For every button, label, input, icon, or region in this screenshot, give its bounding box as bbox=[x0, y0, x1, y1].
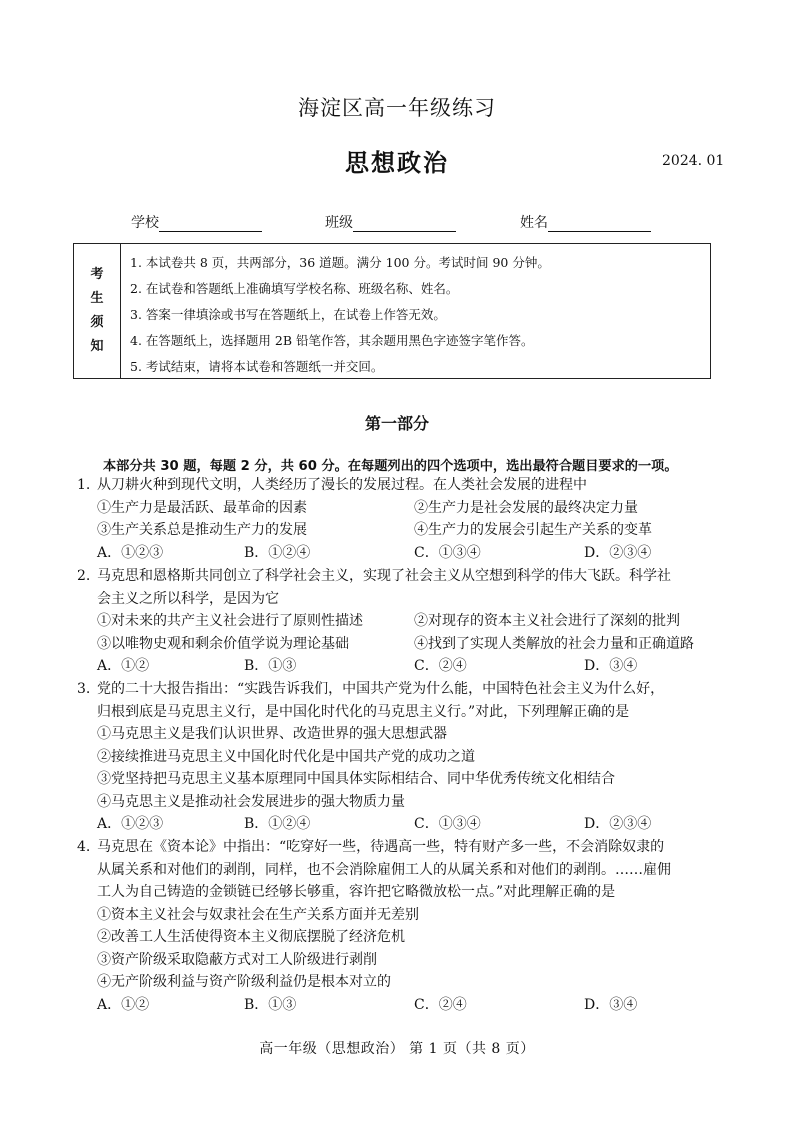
option-b[interactable]: B．①②④ bbox=[244, 816, 311, 832]
statement: ④马克思主义是推动社会发展进步的强大物质力量 bbox=[97, 794, 405, 810]
question-number: 1. bbox=[77, 477, 91, 493]
class-field bbox=[325, 212, 456, 232]
option-c[interactable]: C．①③④ bbox=[414, 545, 481, 561]
question-number: 2. bbox=[77, 568, 91, 584]
statement: ③资产阶级采取隐蔽方式对工人阶级进行剥削 bbox=[97, 952, 377, 968]
name-field bbox=[520, 212, 651, 232]
statement: ①对未来的共产主义社会进行了原则性描述 bbox=[97, 613, 363, 629]
name-blank[interactable] bbox=[548, 216, 651, 232]
option-c[interactable]: C．②④ bbox=[414, 658, 467, 674]
class-blank[interactable] bbox=[353, 216, 456, 232]
notice-label-char: 知 bbox=[90, 339, 104, 354]
exam-date: 2024. 01 bbox=[662, 153, 725, 169]
statement: ③生产关系总是推动生产力的发展 bbox=[97, 522, 307, 538]
option-d[interactable]: D．③④ bbox=[584, 997, 638, 1013]
school-field bbox=[131, 212, 262, 232]
option-d[interactable]: D．③④ bbox=[584, 658, 638, 674]
option-c[interactable]: C．②④ bbox=[414, 997, 467, 1013]
statement: ②生产力是社会发展的最终决定力量 bbox=[414, 500, 638, 516]
option-c[interactable]: C．①③④ bbox=[414, 816, 481, 832]
option-a[interactable]: A．①②③ bbox=[97, 545, 164, 561]
question-stem: 马克思在《资本论》中指出：“吃穿好一些，待遇高一些，特有财产多一些，不会消除奴隶的 bbox=[97, 839, 665, 855]
option-a[interactable]: A．①②③ bbox=[97, 816, 164, 832]
question-number: 4. bbox=[77, 839, 91, 855]
exam-notice-box bbox=[73, 243, 711, 379]
name-label: 姓名 bbox=[520, 215, 548, 231]
option-b[interactable]: B．①②④ bbox=[244, 545, 311, 561]
statement: ②对现存的资本主义社会进行了深刻的批判 bbox=[414, 613, 680, 629]
exam-title: 海淀区高一年级练习 bbox=[298, 96, 496, 120]
option-b[interactable]: B．①③ bbox=[244, 658, 297, 674]
statement: ④生产力的发展会引起生产关系的变革 bbox=[414, 522, 652, 538]
notice-label-char: 考 bbox=[90, 267, 104, 282]
subject-title: 思想政治 bbox=[345, 149, 449, 177]
question-stem: 归根到底是马克思主义行，是中国化时代化的马克思主义行。”对此，下列理解正确的是 bbox=[97, 704, 630, 720]
school-label: 学校 bbox=[131, 215, 159, 231]
question-stem: 从刀耕火种到现代文明，人类经历了漫长的发展过程。在人类社会发展的进程中 bbox=[97, 477, 587, 493]
notice-label-char: 须 bbox=[90, 315, 104, 330]
notice-item: 4. 在答题纸上，选择题用 2B 铅笔作答，其余题用黑色字迹签字笔作答。 bbox=[130, 333, 534, 348]
statement: ①马克思主义是我们认识世界、改造世界的强大思想武器 bbox=[97, 726, 447, 742]
notice-item: 5. 考试结束，请将本试卷和答题纸一并交回。 bbox=[130, 359, 384, 374]
question-number: 3. bbox=[77, 681, 91, 697]
statement: ①生产力是最活跃、最革命的因素 bbox=[97, 500, 307, 516]
statement: ②改善工人生活使得资本主义彻底摆脱了经济危机 bbox=[97, 929, 405, 945]
question-stem: 会主义之所以科学，是因为它 bbox=[97, 591, 279, 607]
statement: ④找到了实现人类解放的社会力量和正确道路 bbox=[414, 636, 694, 652]
school-blank[interactable] bbox=[159, 216, 262, 232]
option-a[interactable]: A．①② bbox=[97, 658, 150, 674]
question-stem: 从属关系和对他们的剥削，同样，也不会消除雇佣工人的从属关系和对他们的剥削。……雇佣 bbox=[97, 862, 671, 878]
option-b[interactable]: B．①③ bbox=[244, 997, 297, 1013]
question-stem: 党的二十大报告指出：“实践告诉我们，中国共产党为什么能，中国特色社会主义为什么好， bbox=[97, 681, 665, 697]
class-label: 班级 bbox=[325, 215, 353, 231]
notice-item: 3. 答案一律填涂或书写在答题纸上，在试卷上作答无效。 bbox=[130, 307, 446, 322]
statement: ②接续推进马克思主义中国化时代化是中国共产党的成功之道 bbox=[97, 749, 475, 765]
statement: ④无产阶级利益与资产阶级利益仍是根本对立的 bbox=[97, 974, 391, 990]
part-instructions: 本部分共 30 题，每题 2 分，共 60 分。在每题列出的四个选项中，选出最符合题目要求的一项。 bbox=[103, 459, 678, 474]
part-title: 第一部分 bbox=[364, 414, 429, 433]
notice-item: 1. 本试卷共 8 页，共两部分，36 道题。满分 100 分。考试时间 90 分钟。 bbox=[130, 255, 550, 270]
statement: ①资本主义社会与奴隶社会在生产关系方面并无差别 bbox=[97, 907, 419, 923]
question-stem: 马克思和恩格斯共同创立了科学社会主义，实现了社会主义从空想到科学的伟大飞跃。科学社 bbox=[97, 568, 671, 584]
question-stem: 工人为自己铸造的金锁链已经够长够重，容许把它略微放松一点。”对此理解正确的是 bbox=[97, 884, 616, 900]
option-d[interactable]: D．②③④ bbox=[584, 816, 652, 832]
option-d[interactable]: D．②③④ bbox=[584, 545, 652, 561]
notice-label bbox=[74, 244, 121, 378]
notice-label-char: 生 bbox=[90, 291, 104, 306]
notice-item: 2. 在试卷和答题纸上准确填写学校名称、班级名称、姓名。 bbox=[130, 281, 459, 296]
statement: ③党坚持把马克思主义基本原理同中国具体实际相结合、同中华优秀传统文化相结合 bbox=[97, 771, 615, 787]
statement: ③以唯物史观和剩余价值学说为理论基础 bbox=[97, 636, 349, 652]
notice-items bbox=[130, 250, 550, 380]
option-a[interactable]: A．①② bbox=[97, 997, 150, 1013]
page-footer: 高一年级（思想政治） 第 1 页（共 8 页） bbox=[259, 1041, 535, 1057]
